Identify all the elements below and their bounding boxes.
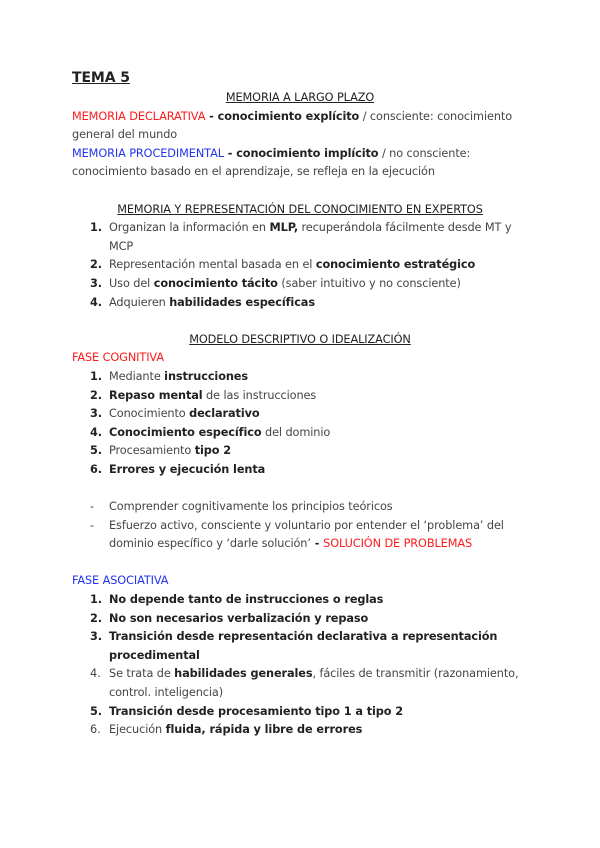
list-expertos xyxy=(72,219,528,312)
text: Organizan la información en xyxy=(109,221,270,235)
separator: - xyxy=(310,537,324,551)
list-number: 4. xyxy=(90,295,102,309)
list-item xyxy=(72,275,528,294)
list-item xyxy=(72,610,528,629)
list-number: 4. xyxy=(90,425,102,439)
text: , fáciles de transmitir (razonamiento, control. inteligencia) xyxy=(109,667,519,699)
highlight-solucion: SOLUCIÓN DE PROBLEMAS xyxy=(323,537,473,551)
bold-text: declarativo xyxy=(189,407,260,421)
bold-text: habilidades generales xyxy=(174,667,313,681)
bold-text: habilidades específicas xyxy=(169,295,315,309)
bold-text: No depende tanto de instrucciones o reglas xyxy=(109,593,384,607)
bold-text: No son necesarios verbalización y repaso xyxy=(109,611,369,625)
paragraph-memoria-declarativa xyxy=(72,108,528,145)
list-number: 2. xyxy=(90,258,102,272)
bold-text: Conocimiento específico xyxy=(109,425,262,439)
text: Adquieren xyxy=(109,295,170,309)
heading-modelo-descriptivo: MODELO DESCRIPTIVO O IDEALIZACIÓN xyxy=(189,332,411,346)
text: recuperándola fácilmente desde MT y MCP xyxy=(109,221,512,253)
list-number: 1. xyxy=(90,369,102,383)
list-number: 3. xyxy=(90,630,102,644)
text: Ejecución xyxy=(109,723,166,737)
list-number: 1. xyxy=(90,221,102,235)
list-fase-cognitiva xyxy=(72,368,528,480)
bold-text: conocimiento tácito xyxy=(153,276,278,290)
text: Uso del xyxy=(109,276,154,290)
text: del dominio xyxy=(261,425,331,439)
bullet-item xyxy=(72,517,528,554)
bold-text: Transición desde representación declarativa a representación procedimental xyxy=(109,630,498,662)
fase-asociativa-label: FASE ASOCIATIVA xyxy=(72,574,169,588)
heading-expertos: MEMORIA Y REPRESENTACIÓN DEL CONOCIMIENTO EN EXPERTOS xyxy=(117,202,483,216)
bold-text: instrucciones xyxy=(164,369,248,383)
list-number: 3. xyxy=(90,276,102,290)
list-number: 6. xyxy=(90,462,102,476)
list-item xyxy=(72,461,528,480)
bold-text: Repaso mental xyxy=(109,388,203,402)
list-number: 2. xyxy=(90,611,102,625)
page-title: TEMA 5 xyxy=(72,70,130,86)
list-number: 5. xyxy=(90,444,102,458)
bold-text: fluida, rápida y libre de errores xyxy=(165,723,363,737)
text: Procesamiento xyxy=(109,444,195,458)
separator: - xyxy=(223,146,237,160)
list-number: 1. xyxy=(90,593,102,607)
text: Comprender cognitivamente los principios teóricos xyxy=(109,500,393,514)
list-item xyxy=(72,368,528,387)
dash: - xyxy=(90,500,94,514)
list-number: 6. xyxy=(90,723,101,737)
heading-memoria-largo-plazo: MEMORIA A LARGO PLAZO xyxy=(225,91,375,104)
list-item xyxy=(72,703,528,722)
list-fase-asociativa xyxy=(72,591,528,740)
bullet-item xyxy=(72,498,528,517)
list-item xyxy=(72,628,528,665)
bold-text: MLP, xyxy=(269,221,299,235)
text: Representación mental basada en el xyxy=(109,258,316,272)
list-item xyxy=(72,256,528,275)
text: / no consciente: conocimiento basado en el aprendizaje, se refleja en la ejecución xyxy=(72,146,471,179)
list-item xyxy=(72,387,528,406)
paragraph-memoria-procedimental xyxy=(72,145,528,182)
list-number: 2. xyxy=(90,388,102,402)
term-label: MEMORIA PROCEDIMENTAL xyxy=(72,146,224,160)
text: de las instrucciones xyxy=(202,388,317,402)
bold-text: Errores y ejecución lenta xyxy=(109,462,266,476)
document-page xyxy=(72,67,528,740)
list-number: 5. xyxy=(90,704,102,718)
fase-cognitiva-label: FASE COGNITIVA xyxy=(72,351,164,365)
list-item xyxy=(72,591,528,610)
text: Conocimiento xyxy=(109,407,190,421)
list-item xyxy=(72,721,528,740)
bold-text: conocimiento explícito xyxy=(217,109,360,123)
text: Se trata de xyxy=(109,667,175,681)
text: (saber intuitivo y no consciente) xyxy=(277,276,461,290)
bold-text: Transición desde procesamiento tipo 1 a tipo 2 xyxy=(109,704,404,718)
text: Esfuerzo activo, consciente y voluntario por entender el ‘problema’ del dominio específico y ‘darle solución’ xyxy=(109,518,504,551)
list-item xyxy=(72,442,528,461)
bold-text: tipo 2 xyxy=(194,444,232,458)
bold-text: conocimiento estratégico xyxy=(315,258,476,272)
list-item xyxy=(72,424,528,443)
list-number: 4. xyxy=(90,667,101,681)
separator: - xyxy=(205,109,218,123)
dash: - xyxy=(90,518,94,532)
text: Mediante xyxy=(109,369,165,383)
list-item xyxy=(72,665,528,702)
bold-text: conocimiento implícito xyxy=(236,146,379,160)
text: / consciente: conocimiento general del mundo xyxy=(72,109,513,142)
list-item xyxy=(72,294,528,313)
list-item xyxy=(72,219,528,256)
list-item xyxy=(72,405,528,424)
term-label: MEMORIA DECLARATIVA xyxy=(72,109,206,123)
list-number: 3. xyxy=(90,407,102,421)
